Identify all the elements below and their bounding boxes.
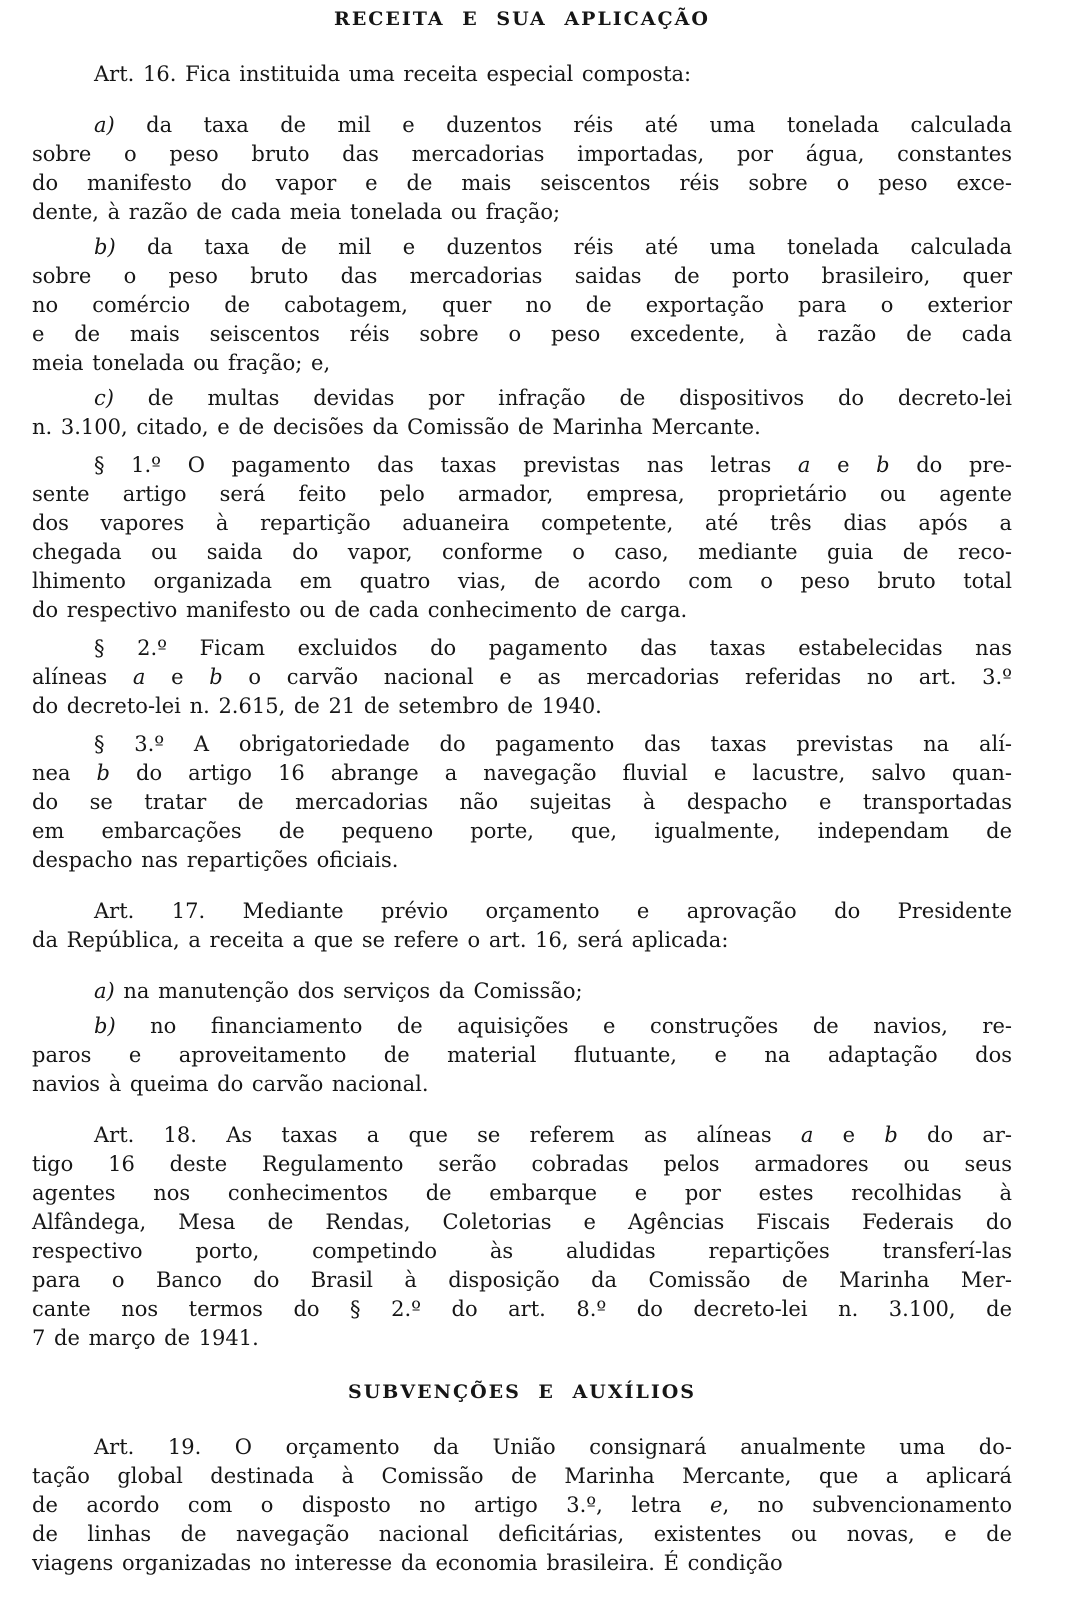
text-line: para o Banco do Brasil à disposição da Comissão de Marinha Mer- bbox=[32, 1268, 1012, 1292]
section-paragraph bbox=[32, 730, 1012, 875]
article-paragraph bbox=[32, 60, 1012, 89]
text-line: tação global destinada à Comissão de Marinha Mercante, que a aplicará bbox=[32, 1464, 1012, 1488]
text-line: do manifesto do vapor e de mais seiscentos réis sobre o peso exce- bbox=[32, 171, 1012, 195]
text-line: § 2.º Ficam excluidos do pagamento das taxas estabelecidas nas bbox=[94, 636, 1012, 660]
text-line: navios à queima do carvão nacional. bbox=[32, 1072, 429, 1096]
text-line: Art. 18. As taxas a que se referem as alíneas a e b do ar- bbox=[94, 1123, 1012, 1147]
text-line: do se tratar de mercadorias não sujeitas à despacho e transportadas bbox=[32, 790, 1012, 814]
text-line: a) da taxa de mil e duzentos réis até uma tonelada calculada bbox=[94, 113, 1012, 137]
text-line: em embarcações de pequeno porte, que, igualmente, independam de bbox=[32, 819, 1012, 843]
text-line: dente, à razão de cada meia tonelada ou fração; bbox=[32, 200, 561, 224]
text-line: lhimento organizada em quatro vias, de acordo com o peso bruto total bbox=[32, 569, 1012, 593]
article-paragraph bbox=[32, 1121, 1012, 1353]
text-line: da República, a receita a que se refere o art. 16, será aplicada: bbox=[32, 928, 729, 952]
text-line: no comércio de cabotagem, quer no de exportação para o exterior bbox=[32, 293, 1012, 317]
text-line: chegada ou saida do vapor, conforme o caso, mediante guia de reco- bbox=[32, 540, 1012, 564]
text-line: de acordo com o disposto no artigo 3.º, letra e, no subvencionamento bbox=[32, 1493, 1012, 1517]
text-line: Art. 19. O orçamento da União consignará anualmente uma do- bbox=[94, 1435, 1012, 1459]
text-line: respectivo porto, competindo às aludidas repartições transferí-las bbox=[32, 1239, 1012, 1263]
text-line: dos vapores à repartição aduaneira competente, até três dias após a bbox=[32, 511, 1012, 535]
text-line: de linhas de navegação nacional deficitárias, existentes ou novas, e de bbox=[32, 1522, 1012, 1546]
text-line: e de mais seiscentos réis sobre o peso excedente, à razão de cada bbox=[32, 322, 1012, 346]
text-line: tigo 16 deste Regulamento serão cobradas pelos armadores ou seus bbox=[32, 1152, 1012, 1176]
section-heading: RECEITA E SUA APLICAÇÃO bbox=[334, 8, 710, 30]
text-line: sente artigo será feito pelo armador, empresa, proprietário ou agente bbox=[32, 482, 1012, 506]
text-line: despacho nas repartições oficiais. bbox=[32, 848, 399, 872]
article-paragraph bbox=[32, 897, 1012, 955]
text-line: b) da taxa de mil e duzentos réis até uma tonelada calculada bbox=[94, 235, 1012, 259]
text-line: b) no financiamento de aquisições e construções de navios, re- bbox=[94, 1014, 1012, 1038]
text-line: agentes nos conhecimentos de embarque e por estes recolhidas à bbox=[32, 1181, 1012, 1205]
text-line: n. 3.100, citado, e de decisões da Comissão de Marinha Mercante. bbox=[32, 415, 761, 439]
text-line: paros e aproveitamento de material flutuante, e na adaptação dos bbox=[32, 1043, 1012, 1067]
text-line: do decreto-lei n. 2.615, de 21 de setembro de 1940. bbox=[32, 694, 602, 718]
text-line: cante nos termos do § 2.º do art. 8.º do decreto-lei n. 3.100, de bbox=[32, 1297, 1012, 1321]
text-line: a) na manutenção dos serviços da Comissão; bbox=[94, 979, 583, 1003]
alinea-paragraph bbox=[32, 384, 1012, 442]
text-line: sobre o peso bruto das mercadorias saidas de porto brasileiro, quer bbox=[32, 264, 1012, 288]
text-line: viagens organizadas no interesse da economia brasileira. É condição bbox=[32, 1551, 783, 1575]
text-line: do respectivo manifesto ou de cada conhecimento de carga. bbox=[32, 598, 688, 622]
text-line: nea b do artigo 16 abrange a navegação fluvial e lacustre, salvo quan- bbox=[32, 761, 1012, 785]
text-line: § 1.º O pagamento das taxas previstas nas letras a e b do pre- bbox=[94, 453, 1012, 477]
article-paragraph bbox=[32, 1433, 1012, 1578]
alinea-paragraph bbox=[32, 111, 1012, 227]
text-line: § 3.º A obrigatoriedade do pagamento das taxas previstas na alí- bbox=[94, 732, 1012, 756]
text-line: 7 de março de 1941. bbox=[32, 1326, 259, 1350]
text-line: sobre o peso bruto das mercadorias importadas, por água, constantes bbox=[32, 142, 1012, 166]
text-line: Art. 16. Fica instituida uma receita especial composta: bbox=[94, 62, 692, 86]
section-paragraph bbox=[32, 634, 1012, 721]
section-paragraph bbox=[32, 451, 1012, 625]
text-line: meia tonelada ou fração; e, bbox=[32, 351, 331, 375]
text-line: alíneas a e b o carvão nacional e as mercadorias referidas no art. 3.º bbox=[32, 665, 1013, 689]
text-line: c) de multas devidas por infração de dispositivos do decreto-lei bbox=[94, 386, 1012, 410]
alinea-paragraph bbox=[32, 977, 1012, 1006]
text-line: Alfândega, Mesa de Rendas, Coletorias e Agências Fiscais Federais do bbox=[32, 1210, 1012, 1234]
section-heading: SUBVENÇÕES E AUXÍLIOS bbox=[348, 1381, 696, 1403]
alinea-paragraph bbox=[32, 1012, 1012, 1099]
alinea-paragraph bbox=[32, 233, 1012, 378]
text-line: Art. 17. Mediante prévio orçamento e aprovação do Presidente bbox=[94, 899, 1012, 923]
